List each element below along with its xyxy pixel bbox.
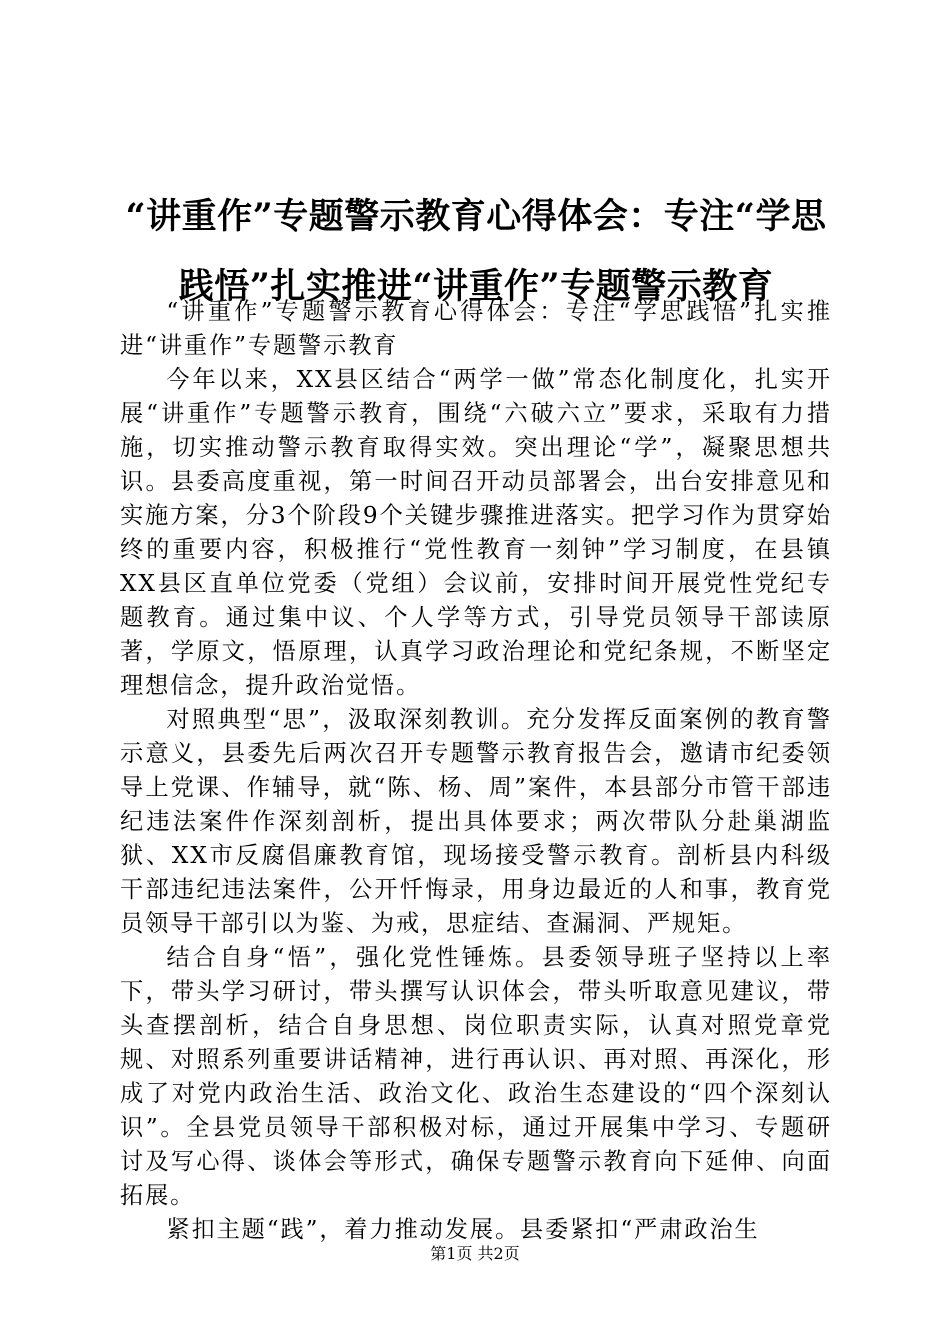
paragraph-reflect: 对照典型“思”，汲取深刻教训。充分发挥反面案例的教育警示意义，县委先后两次召开专题警示教育报告会，邀请市纪委领导上党课、作辅导，就“陈、杨、周”案件，本县部分市管干部违纪违法案件作深刻剖析，提出具体要求；两次带队分赴巢湖监狱、XX市反腐倡廉教育馆，现场接受警示教育。剖析县内科级干部违纪违法案件，公开忏悔录，用身边最近的人和事，教育党员领导干部引以为鉴、为戒，思症结、查漏洞、严规矩。 [120,706,832,937]
paragraph-practice: 紧扣主题“践”，着力推动发展。县委紧扣“严肃政治生 [166,1216,760,1243]
page-number-footer: 第1页 共2页 [430,1244,520,1263]
document-title: “讲重作”专题警示教育心得体会：专注“学思践悟”扎实推进“讲重作”专题警示教育 [125,196,827,307]
paragraph-realize: 结合自身“悟”，强化党性锤炼。县委领导班子坚持以上率下，带头学习研讨，带头撰写认识体会，带头听取意见建议，带头查摆剖析，结合自身思想、岗位职责实际，认真对照党章党规、对照系列重要讲话精神，进行再认识、再对照、再深化，形成了对党内政治生活、政治文化、政治生态建设的“四个深刻认识”。全县党员领导干部积极对标，通过开展集中学习、专题研讨及写心得、谈体会等形式，确保专题警示教育向下延伸、向面拓展。 [120,944,832,1209]
paragraph-intro: “讲重作”专题警示教育心得体会：专注“学思践悟”扎实推进“讲重作”专题警示教育 [120,298,832,359]
paragraph-study: 今年以来，XX县区结合“两学一做”常态化制度化，扎实开展“讲重作”专题警示教育，围绕“六破六立”要求，采取有力措施，切实推动警示教育取得实效。突出理论“学”，凝聚思想共识。县委高度重视，第一时间召开动员部署会，出台安排意见和实施方案，分3个阶段9个关键步骤推进落实。把学习作为贯穿始终的重要内容，积极推行“党性教育一刻钟”学习制度，在县镇XX县区直单位党委（党组）会议前，安排时间开展党性党纪专题教育。通过集中议、个人学等方式，引导党员领导干部读原著，学原文，悟原理，认真学习政治理论和党纪条规，不断坚定理想信念，提升政治觉悟。 [120,366,832,699]
document-body [120,295,832,1247]
